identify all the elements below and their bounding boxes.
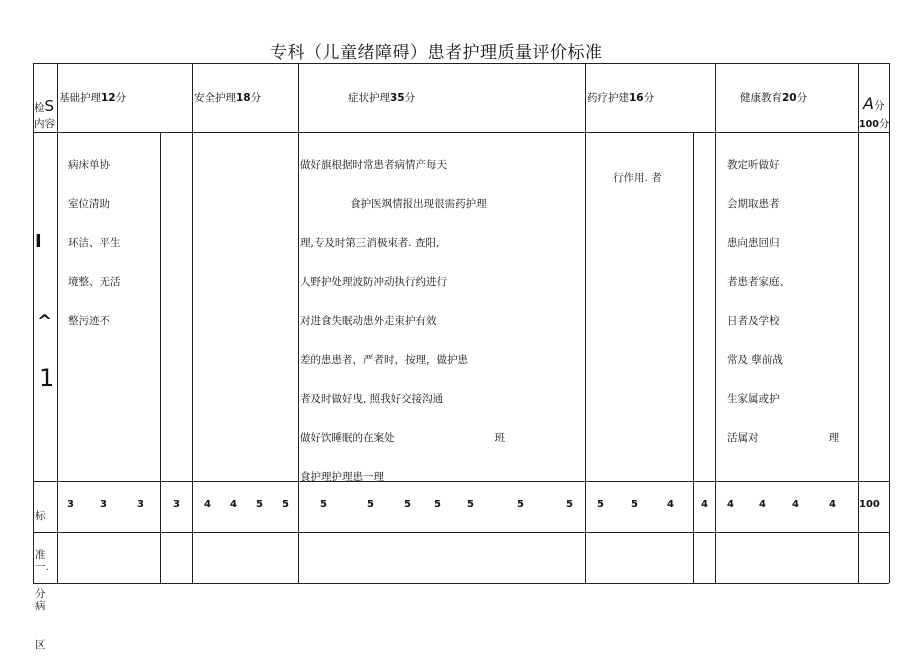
score-cell: 4 <box>829 499 836 510</box>
header-total-a: A分 <box>863 94 885 113</box>
score-cell: 5 <box>467 499 474 510</box>
header-symptom-care: 症状护理35分 <box>348 92 416 104</box>
table-border-right <box>889 63 890 583</box>
health-edu-content: 教定听做好 会期取患者 患向患回归 者患者家庭、 日者及学校 常及 孽前战 生家属或护 活属对 理 <box>727 159 840 444</box>
score-cell: 5 <box>434 499 441 510</box>
table-border-left <box>33 63 34 583</box>
table-border-bottom <box>33 583 889 584</box>
score-cell: 5 <box>404 499 411 510</box>
score-cell: 3 <box>137 499 144 510</box>
score-cell: 4 <box>727 499 734 510</box>
ward-label: 一. 病 区 <box>35 561 49 651</box>
basic-care-content: 病床单协 室位清助 环洁、平生 境整、无活 整污迹不 <box>68 159 121 327</box>
med-care-content: 行作用. 者 <box>613 172 662 184</box>
page-title: 专科（儿童绪障碍）患者护理质量评价标准 <box>270 43 603 63</box>
score-cell: 4 <box>792 499 799 510</box>
side-mark-2: ^ <box>37 311 53 332</box>
side-mark-1: I <box>35 231 42 252</box>
header-basic-care: 基础护理12分 <box>59 92 127 104</box>
header-safety-care: 安全护理18分 <box>194 92 262 104</box>
score-cell: 4 <box>230 499 237 510</box>
score-cell: 5 <box>282 499 289 510</box>
col-divider <box>585 63 586 583</box>
side-mark-3: 1 <box>39 364 55 392</box>
score-cell: 5 <box>320 499 327 510</box>
score-cell: 4 <box>667 499 674 510</box>
standard-score-label: 标 准 分 <box>35 510 46 600</box>
score-cell: 5 <box>631 499 638 510</box>
col-divider <box>715 63 716 583</box>
symptom-care-content: 做好旗根据时常患者病情产每天 食护医飒情报出现很需药护理 理,专及时第三消极束者. 查阳, 人野护处理波防冲动执行约进行 对进食失眠动患外走束护有效 差的患患者，严者时，按理，做护患 者及时做好曳, 照我好交接沟通 做好饮睡眠的在案处 班 食护理护理患一理 <box>300 159 506 483</box>
score-cell: 5 <box>566 499 573 510</box>
content-label: 内容 <box>34 118 55 130</box>
score-cell: 4 <box>759 499 766 510</box>
table-border-top <box>33 63 889 64</box>
col-divider <box>192 63 193 583</box>
score-cell: 3 <box>100 499 107 510</box>
check-label: 检S <box>34 97 55 115</box>
score-cell-total: 100 <box>859 499 880 510</box>
score-cell: 5 <box>517 499 524 510</box>
sub-col-divider <box>693 132 694 583</box>
score-cell: 5 <box>256 499 263 510</box>
score-cell: 3 <box>173 499 180 510</box>
score-cell: 4 <box>204 499 211 510</box>
col-divider <box>298 63 299 583</box>
header-med-care: 药疗护建16分 <box>587 92 655 104</box>
header-health-edu: 健康教育20分 <box>740 92 808 104</box>
score-cell: 5 <box>597 499 604 510</box>
sub-col-divider <box>160 132 161 583</box>
score-cell: 5 <box>367 499 374 510</box>
header-total: 100分 <box>859 118 890 130</box>
col-divider <box>57 63 58 583</box>
score-cell: 3 <box>67 499 74 510</box>
score-bottom-line <box>33 532 889 533</box>
score-cell: 4 <box>701 499 708 510</box>
